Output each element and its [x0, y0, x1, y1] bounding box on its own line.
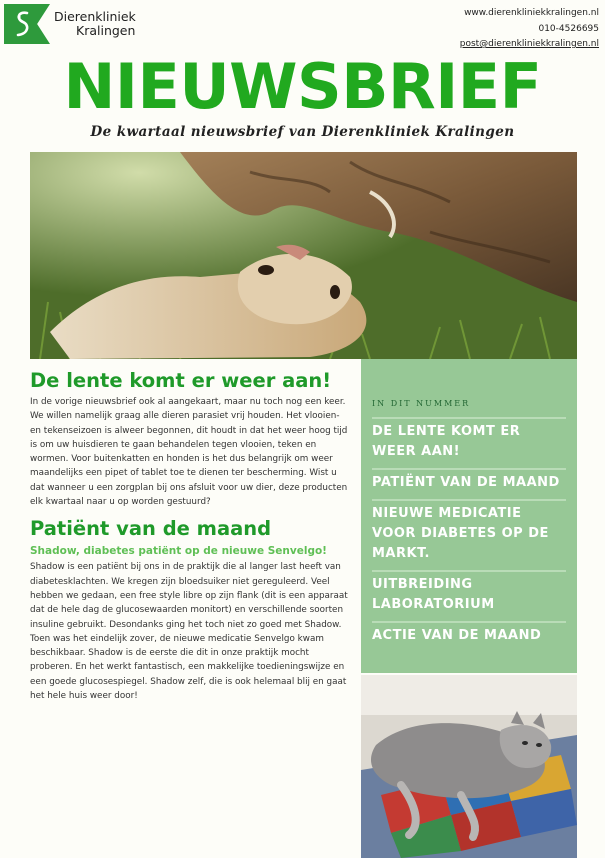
article-lente-heading: De lente komt er weer aan! [30, 369, 332, 392]
article-patient-heading: Patiënt van de maand [30, 517, 272, 541]
cat-dog-illustration [30, 152, 577, 359]
phone-number: 010-4526695 [538, 23, 599, 34]
table-of-contents [361, 359, 577, 673]
toc-item-actie[interactable]: ACTIE VAN DE MAAND [372, 621, 566, 652]
clinic-logo-icon [4, 4, 50, 44]
toc-list [372, 417, 566, 652]
toc-item-laboratorium[interactable]: UITBREIDING LABORATORIUM [372, 570, 566, 621]
hero-photo-cat-and-dog [30, 152, 577, 359]
article-patient-subheading: Shadow, diabetes patiënt op de nieuwe Senvelgo! [30, 545, 327, 558]
article-patient-body: Shadow is een patiënt bij ons in de praktijk die al langer last heeft van diabetesklachten. We kregen zijn bloedsuiker niet gereguleerd. Veel hebben we gedaan, een free style libre op zijn flank (dit is een apparaat dat de hele dag de glucosewaarden monitort) en verschillende soorten insuline gebruikt. Desondanks ging het toch niet zo goed met Shadow. Toen was het eindelijk zover, de nieuwe medicatie Senvelgo kwam beschikbaar. Shadow is de eerste die dit in onze praktijk mocht proberen. En het werkt fantastisch, een makkelijke toedieningswijze en een goede glucosespiegel. Shadow zelf, die is ook helemaal blij en gaat het hele huis weer door! [30, 562, 348, 702]
toc-item-patient[interactable]: PATIËNT VAN DE MAAND [372, 468, 566, 499]
email-link[interactable]: post@dierenkliniekkralingen.nl [459, 39, 599, 49]
newsletter-title: NIEUWSBRIEF [63, 50, 542, 123]
contact-info [460, 6, 599, 53]
toc-item-lente[interactable]: DE LENTE KOMT ER WEER AAN! [372, 417, 566, 468]
newsletter-subtitle: De kwartaal nieuwsbrief van Dierenkliniek Kralingen [90, 124, 515, 140]
cat-on-rug-illustration [361, 675, 577, 858]
article-lente-body: In de vorige nieuwsbrief ook al aangekaart, maar nu toch nog een keer. We willen namelijk graag alle dieren parasiet vrij houden. Het vlooien- en tekenseizoen is alweer begonnen, dit houdt in dat het weer hoog tijd is om uw huisdieren te gaan behandelen tegen vlooien, teken en wormen. Voor buitenkatten en honden is het dus belangrijk om weer maandelijks een pipet of tablet toe te dienen ter bescherming. Wist u dat wanneer u een zorgplan bij ons afsluit voor uw dier, deze producten elk kwartaal naar u op worden gestuurd? [30, 397, 348, 508]
website-link[interactable]: www.dierenkliniekkralingen.nl [464, 8, 599, 18]
left-column [30, 368, 350, 703]
clinic-name [54, 10, 136, 38]
logo[interactable] [4, 4, 136, 44]
toc-label: IN DIT NUMMER [372, 399, 471, 408]
clinic-name-line2: Kralingen [76, 23, 136, 38]
toc-item-medicatie[interactable]: NIEUWE MEDICATIE VOOR DIABETES OP DE MARKT. [372, 499, 566, 570]
clinic-name-line1: Dierenkliniek [54, 9, 136, 24]
photo-shadow-cat [361, 675, 577, 858]
